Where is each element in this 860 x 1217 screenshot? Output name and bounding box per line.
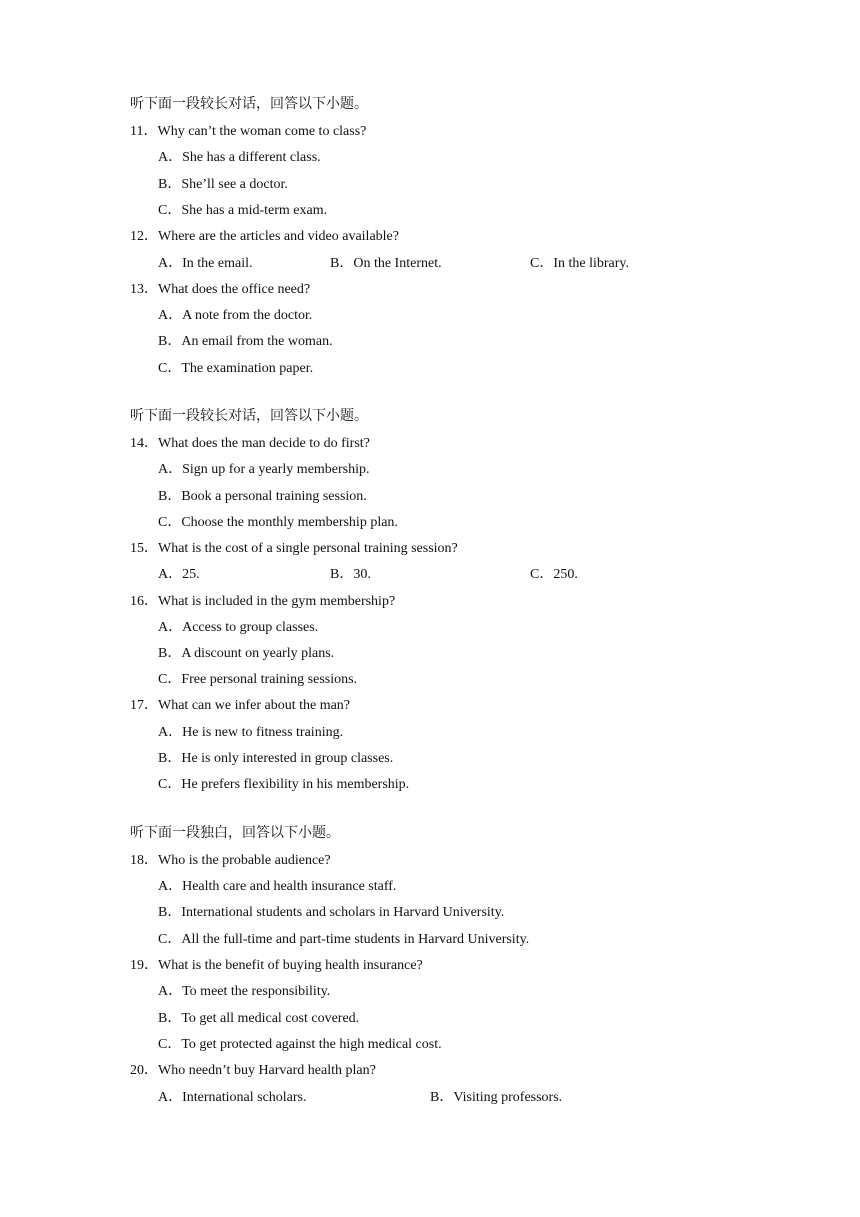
option-a: A．In the email. <box>158 256 253 271</box>
option-b: B．Book a personal training session. <box>158 489 367 504</box>
question-stem: 14．What does the man decide to do first? <box>130 436 370 451</box>
option-a: A．Access to group classes. <box>158 620 319 635</box>
option-c: C．She has a mid-term exam. <box>158 203 328 218</box>
option-a: A．To meet the responsibility. <box>158 984 331 999</box>
option-c: C．In the library. <box>530 256 630 271</box>
option-a: A．A note from the doctor. <box>158 308 313 323</box>
option-b: B．Visiting professors. <box>430 1090 563 1105</box>
question-stem: 13．What does the office need? <box>130 282 311 297</box>
question-stem: 17．What can we infer about the man? <box>130 698 351 713</box>
option-c: C．All the full-time and part-time students in Harvard University. <box>158 932 530 947</box>
option-a: A．Health care and health insurance staff. <box>158 879 397 894</box>
option-a: A．25. <box>158 567 200 582</box>
question-stem: 20．Who needn’t buy Harvard health plan? <box>130 1063 376 1078</box>
option-c: C．Choose the monthly membership plan. <box>158 515 398 530</box>
question-stem: 11．Why can’t the woman come to class? <box>130 124 367 139</box>
section-heading: 听下面一段较长对话，回答以下小题。 <box>130 97 368 112</box>
option-b: B．To get all medical cost covered. <box>158 1011 360 1026</box>
option-c: C．250. <box>530 567 578 582</box>
option-c: C．He prefers flexibility in his membership. <box>158 777 410 792</box>
question-stem: 18．Who is the probable audience? <box>130 853 331 868</box>
option-c: C．The examination paper. <box>158 361 314 376</box>
option-a: A．She has a different class. <box>158 150 321 165</box>
question-stem: 16．What is included in the gym membership? <box>130 594 396 609</box>
option-b: B．He is only interested in group classes. <box>158 751 394 766</box>
question-stem: 12．Where are the articles and video available? <box>130 229 399 244</box>
option-b: B．On the Internet. <box>330 256 442 271</box>
option-b: B．30. <box>330 567 371 582</box>
option-a: A．Sign up for a yearly membership. <box>158 462 370 477</box>
option-c: C．To get protected against the high medical cost. <box>158 1037 442 1052</box>
option-a: A．He is new to fitness training. <box>158 725 344 740</box>
section-heading: 听下面一段较长对话，回答以下小题。 <box>130 409 368 424</box>
section-heading: 听下面一段独白，回答以下小题。 <box>130 826 340 841</box>
question-stem: 15．What is the cost of a single personal training session? <box>130 541 458 556</box>
option-b: B．An email from the woman. <box>158 334 333 349</box>
option-a: A．International scholars. <box>158 1090 307 1105</box>
option-b: B．She’ll see a doctor. <box>158 177 288 192</box>
option-b: B．International students and scholars in Harvard University. <box>158 905 505 920</box>
option-b: B．A discount on yearly plans. <box>158 646 335 661</box>
question-stem: 19．What is the benefit of buying health insurance? <box>130 958 423 973</box>
option-c: C．Free personal training sessions. <box>158 672 358 687</box>
